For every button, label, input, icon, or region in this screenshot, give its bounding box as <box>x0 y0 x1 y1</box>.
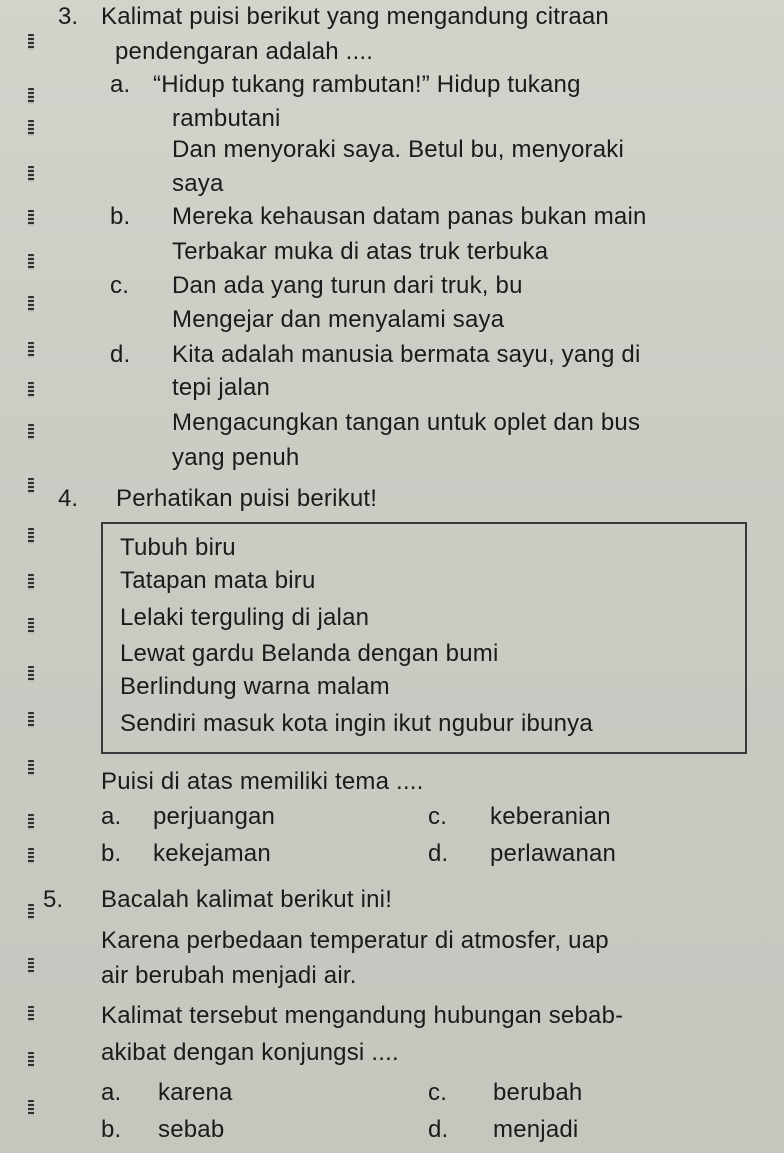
poem-line: Berlindung warna malam <box>120 673 390 700</box>
option-b-text: Mereka kehausan datam panas bukan main <box>172 203 647 230</box>
option-letter: d. <box>428 840 449 867</box>
option-a-text: karena <box>158 1079 233 1106</box>
option-d-text: menjadi <box>493 1116 579 1143</box>
option-letter: b. <box>110 203 131 230</box>
option-c-text: keberanian <box>490 803 611 830</box>
option-letter: c. <box>428 1079 448 1106</box>
option-d-text: perlawanan <box>490 840 617 867</box>
poem-line: Tubuh biru <box>120 534 236 561</box>
option-letter: c. <box>428 803 448 830</box>
option-d-text: tepi jalan <box>172 374 271 401</box>
option-letter: c. <box>110 272 130 299</box>
option-letter: b. <box>101 840 122 867</box>
option-letter: a. <box>110 71 131 98</box>
option-a-text: “Hidup tukang rambutan!” Hidup tukang <box>153 71 581 98</box>
question-stem: Puisi di atas memiliki tema .... <box>101 768 424 795</box>
option-letter: a. <box>101 1079 122 1106</box>
option-letter: d. <box>110 341 131 368</box>
question-stem: Kalimat puisi berikut yang mengandung citraan <box>101 3 609 30</box>
option-letter: a. <box>101 803 122 830</box>
example-sentence: Karena perbedaan temperatur di atmosfer, uap <box>101 927 609 954</box>
option-d-text: yang penuh <box>172 444 300 471</box>
option-c-text: Mengejar dan menyalami saya <box>172 306 505 333</box>
example-sentence: air berubah menjadi air. <box>101 962 357 989</box>
question-instruction: Bacalah kalimat berikut ini! <box>101 886 393 913</box>
option-a-text: saya <box>172 170 224 197</box>
option-b-text: Terbakar muka di atas truk terbuka <box>172 238 549 265</box>
question-number: 4. <box>58 485 79 512</box>
poem-line: Tatapan mata biru <box>120 567 316 594</box>
question-instruction: Perhatikan puisi berikut! <box>116 485 378 512</box>
option-d-text: Mengacungkan tangan untuk oplet dan bus <box>172 409 641 436</box>
option-a-text: rambutani <box>172 105 281 132</box>
option-letter: d. <box>428 1116 449 1143</box>
question-number: 3. <box>58 3 79 30</box>
option-b-text: kekejaman <box>153 840 271 867</box>
option-c-text: Dan ada yang turun dari truk, bu <box>172 272 523 299</box>
poem-line: Lelaki terguling di jalan <box>120 604 370 631</box>
poem-line: Lewat gardu Belanda dengan bumi <box>120 640 499 667</box>
question-number: 5. <box>43 886 64 913</box>
option-b-text: sebab <box>158 1116 225 1143</box>
spiral-binding <box>28 0 38 1153</box>
question-stem: akibat dengan konjungsi .... <box>101 1039 399 1066</box>
option-letter: b. <box>101 1116 122 1143</box>
option-d-text: Kita adalah manusia bermata sayu, yang di <box>172 341 641 368</box>
option-a-text: Dan menyoraki saya. Betul bu, menyoraki <box>172 136 625 163</box>
option-c-text: berubah <box>493 1079 583 1106</box>
poem-line: Sendiri masuk kota ingin ikut ngubur ibunya <box>120 710 593 737</box>
option-a-text: perjuangan <box>153 803 276 830</box>
question-stem: Kalimat tersebut mengandung hubungan sebab- <box>101 1002 624 1029</box>
question-stem: pendengaran adalah .... <box>115 38 374 65</box>
